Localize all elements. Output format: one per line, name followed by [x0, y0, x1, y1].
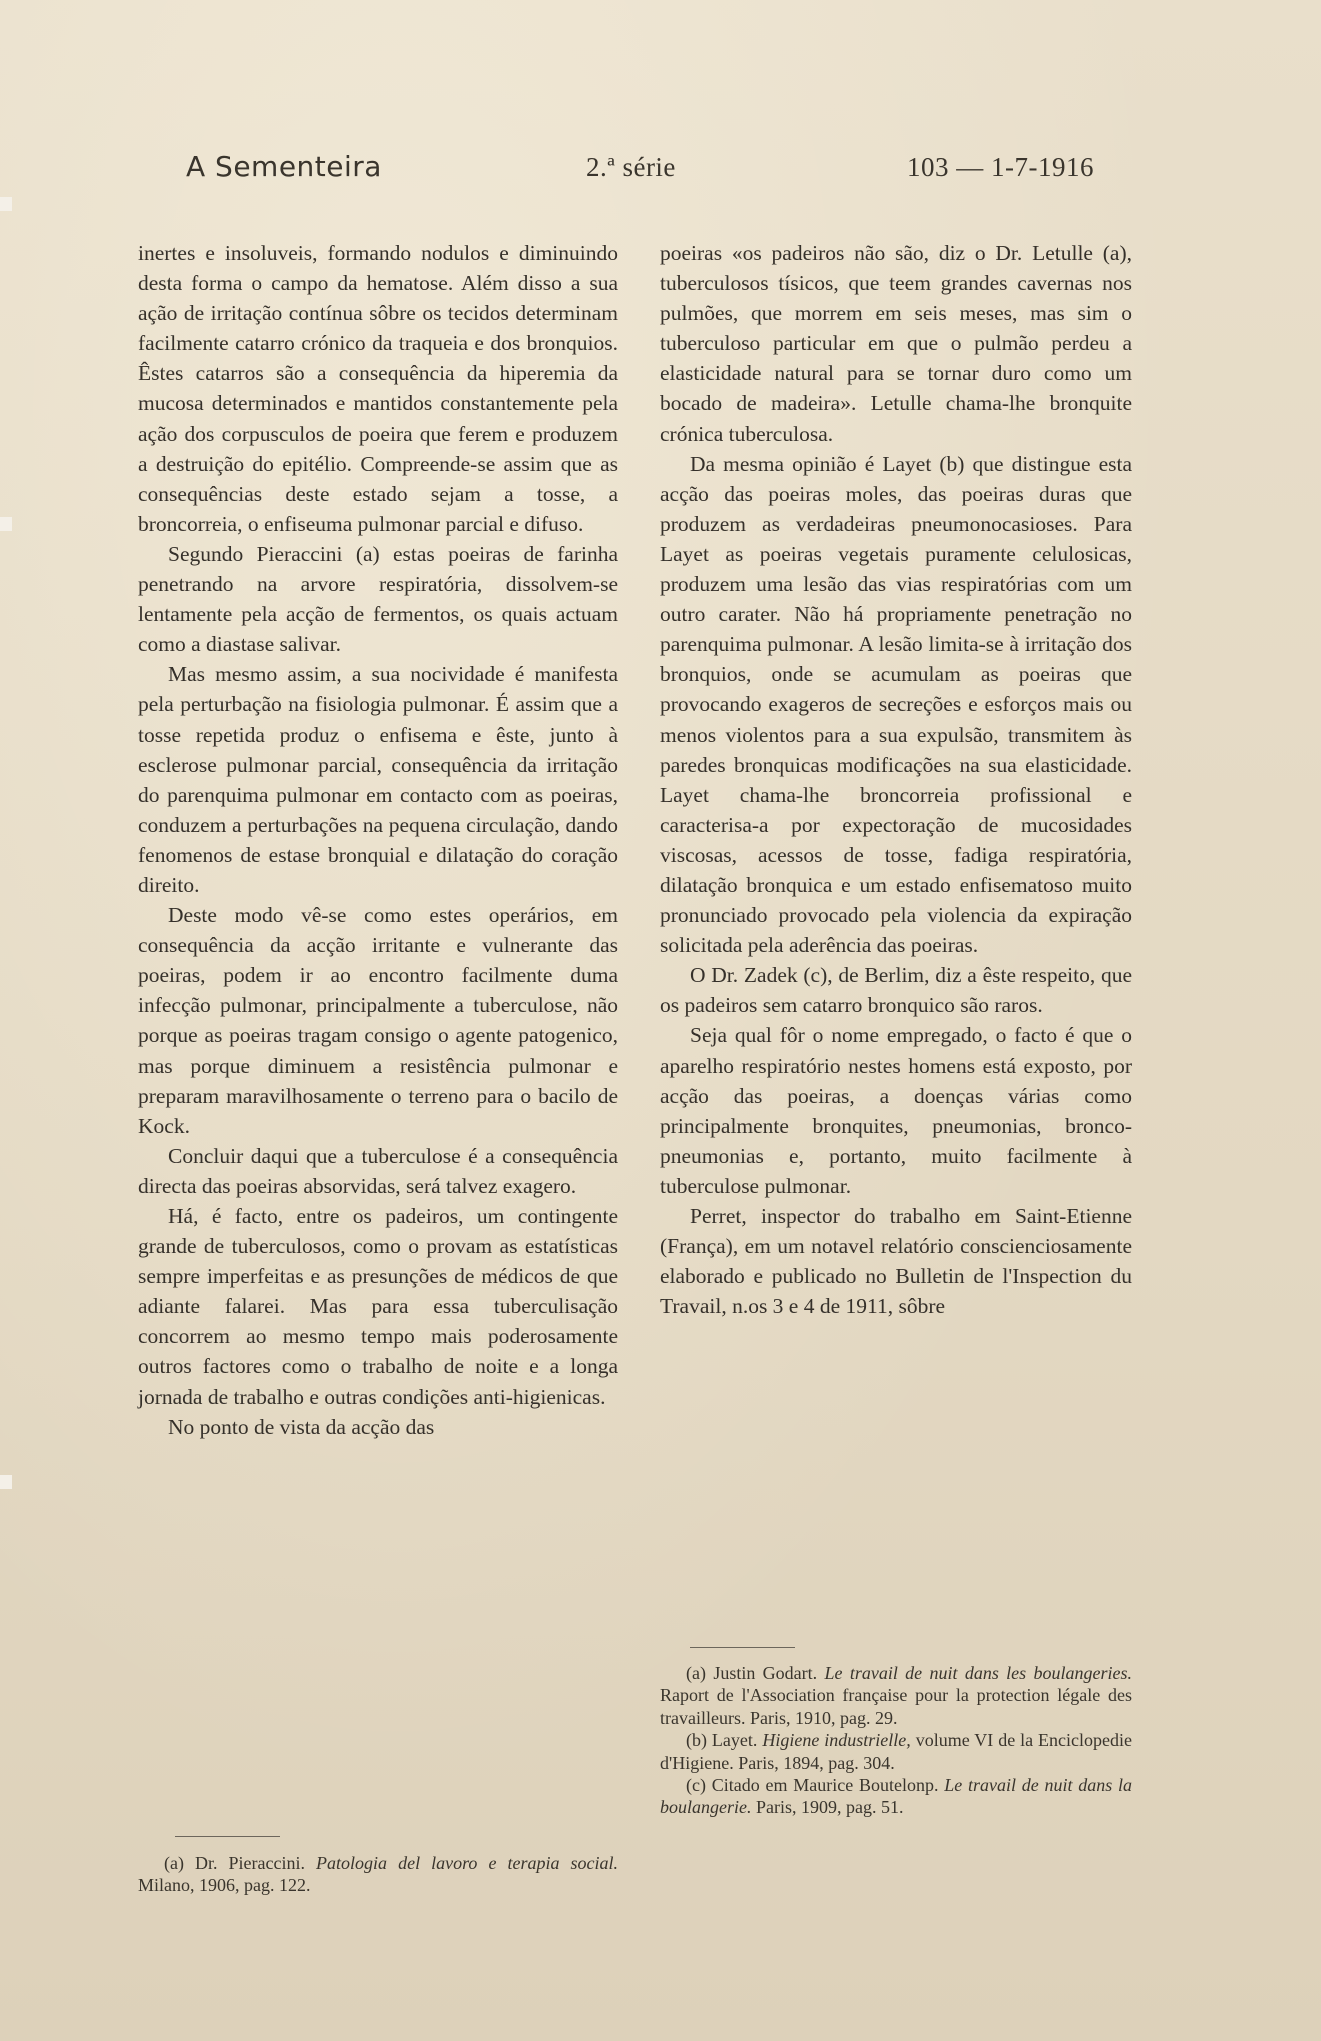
footnote	[660, 1662, 1132, 1729]
journal-title: A Sementeira	[186, 150, 382, 183]
page-edge-mark	[0, 1475, 12, 1489]
footnote-divider	[690, 1647, 795, 1648]
footnote-title: Le travail de nuit dans les boulangeries.	[824, 1663, 1132, 1683]
footnote-mark: (c) Citado em Maurice Boutelonp.	[686, 1775, 939, 1796]
footnote-rest: Raport de l'Association française pour la protection légale des travailleurs. Paris, 1910, pag. 29.	[660, 1685, 1132, 1728]
page-edge-mark	[0, 517, 12, 531]
right-column	[660, 238, 1132, 1321]
footnote	[660, 1774, 1132, 1819]
footnote-title: Patologia del lavoro e terapia social.	[316, 1853, 618, 1873]
footnote	[660, 1729, 1132, 1774]
footnote-mark: (b) Layet.	[686, 1730, 758, 1751]
footnote-rest: Milano, 1906, pag. 122.	[138, 1875, 311, 1896]
footnote-title: Le travail de nuit dans la boulangerie.	[660, 1775, 1133, 1818]
footnote-rest: Paris, 1909, pag. 51.	[756, 1797, 904, 1818]
paragraph: O Dr. Zadek (c), de Berlim, diz a êste respeito, que os padeiros sem catarro bronquico são raros.	[660, 963, 1132, 1018]
page-header	[186, 150, 1146, 190]
paragraph: Perret, inspector do trabalho em Saint-Etienne (França), em um notavel relatório conscienciosamente elaborado e publicado no Bulletin de l'Inspection du Travail, n.os 3 e 4 de 1911, sôbre	[660, 1204, 1132, 1319]
paragraph: Deste modo vê-se como estes operários, em consequência da acção irritante e vulnerante das poeiras, podem ir ao encontro facilmente duma infecção pulmonar, principalmente a tuberculose, não porque as poeiras tragam consigo o agente patogenico, mas porque diminuem a resistência pulmonar e preparam maravilhosamente o terreno para o bacilo de Kock.	[138, 903, 618, 1138]
footnote-mark: (a) Dr. Pieraccini.	[164, 1853, 306, 1873]
page-edge-mark	[0, 197, 12, 211]
right-footnotes	[660, 1662, 1132, 1819]
paragraph: Concluir daqui que a tuberculose é a consequência directa das poeiras absorvidas, será talvez exagero.	[138, 1143, 618, 1198]
paragraph: Há, é facto, entre os padeiros, um contingente grande de tuberculosos, como o provam as estatísticas sempre imperfeitas e as presunções de médicos de que adiante falarei. Mas para essa tuberculisação concorrem ao mesmo tempo mais poderosamente outros factores como o trabalho de noite e a longa jornada de trabalho e outras condições anti-higienicas.	[138, 1204, 618, 1409]
paragraph: Mas mesmo assim, a sua nocividade é manifesta pela perturbação na fisiologia pulmonar. É assim que a tosse repetida produz o enfisema e êste, junto à esclerose pulmonar parcial, consequência da irritação do parenquima pulmonar em contacto com as poeiras, conduzem a perturbações na pequena circulação, dando fenomenos de estase bronquial e dilatação do coração direito.	[138, 662, 618, 897]
left-footnote	[138, 1852, 618, 1897]
paragraph: Da mesma opinião é Layet (b) que distingue esta acção das poeiras moles, das poeiras duras que produzem as verdadeiras pneumonocasioses. Para Layet as poeiras vegetais puramente celulosicas, produzem uma lesão das vias respiratórias com um outro carater. Não há propriamente penetração no parenquima pulmonar. A lesão limita-se à irritação dos bronquios, onde se acumulam as poeiras que provocando exageros de secreções e esforços mais ou menos violentos para a sua expulsão, transmitem às paredes bronquicas modificações na sua elasticidade. Layet chama-lhe broncorreia profissional e caracterisa-a por expectoração de mucosidades viscosas, acessos de tosse, fadiga respiratória, dilatação bronquica e um estado enfisematoso muito pronunciado provocado pela violencia da expiração solicitada pela aderência das poeiras.	[660, 451, 1132, 958]
issue-date: 103 — 1-7-1916	[907, 152, 1094, 182]
paragraph: poeiras «os padeiros não são, diz o Dr. Letulle (a), tuberculosos tísicos, que teem grandes cavernas nos pulmões, que morrem em seis meses, mas sim o tuberculoso particular em que o pulmão perdeu a elasticidade natural para se tornar duro como um bocado de madeira». Letulle chama-lhe bronquite crónica tuberculosa.	[660, 241, 1132, 446]
left-column	[138, 238, 618, 1442]
paragraph: Segundo Pieraccini (a) estas poeiras de farinha penetrando na arvore respiratória, dissolvem-se lentamente pela acção de fermentos, os quais actuam como a diastase salivar.	[138, 541, 618, 657]
paragraph: No ponto de vista da acção das	[168, 1414, 435, 1439]
paragraph: Seja qual fôr o nome empregado, o facto é que o aparelho respiratório nestes homens está exposto, por acção das poeiras, a doenças várias como principalmente bronquites, pneumonias, bronco-pneumonias e, portanto, muito facilmente à tuberculose pulmonar.	[660, 1023, 1132, 1198]
footnote-rest: volume VI de la Enciclopedie d'Higiene. Paris, 1894, pag. 304.	[660, 1730, 1133, 1773]
footnote-mark: (a) Justin Godart.	[686, 1663, 818, 1683]
footnote-title: Higiene industrielle,	[762, 1730, 911, 1751]
footnote-divider	[175, 1836, 280, 1837]
paragraph: inertes e insoluveis, formando nodulos e diminuindo desta forma o campo da hematose. Além disso a sua ação de irritação contínua sôbre os tecidos determinam facilmente catarro crónico da traqueia e dos bronquios. Êstes catarros são a consequência da hiperemia da mucosa determinados e mantidos constantemente pela ação dos corpusculos de poeira que ferem e produzem a destruição do epitélio. Compreende-se assim que as consequências deste estado sejam a tosse, a broncorreia, o enfiseuma pulmonar parcial e difuso.	[138, 241, 618, 536]
series-label: 2.ª série	[586, 152, 676, 182]
